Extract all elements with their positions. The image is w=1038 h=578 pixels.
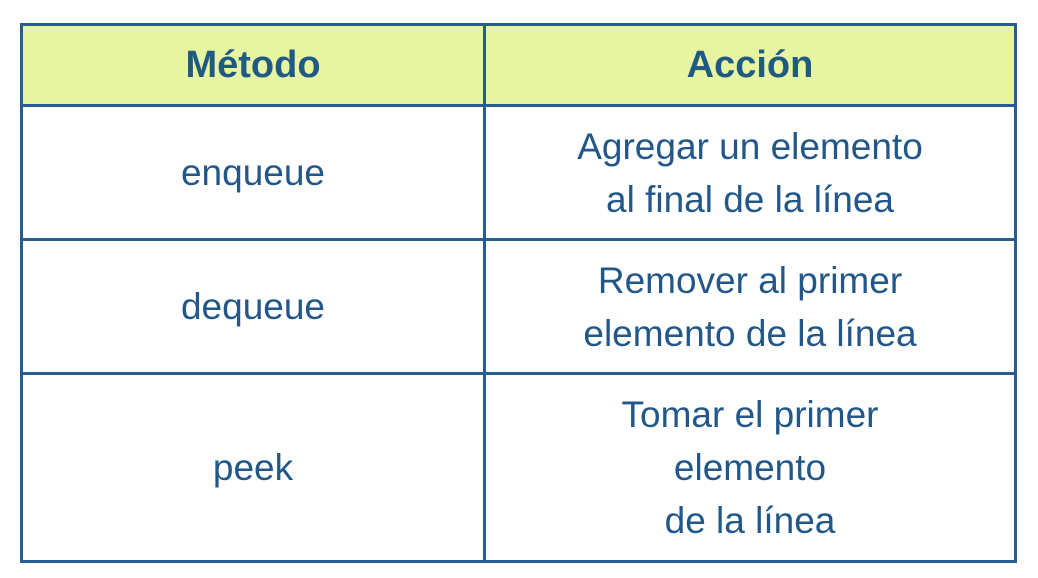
action-line: elemento xyxy=(673,447,827,488)
action-line: al final de la línea xyxy=(606,178,894,220)
method-cell: enqueue xyxy=(22,106,485,240)
header-row xyxy=(22,25,1016,106)
action-line: elemento de la línea xyxy=(583,312,917,354)
action-cell xyxy=(485,106,1016,240)
header-action: Acción xyxy=(485,25,1016,106)
table-row xyxy=(22,240,1016,374)
action-line: Remover al primer xyxy=(597,259,903,301)
method-cell: dequeue xyxy=(22,240,485,374)
action-line: de la línea xyxy=(664,500,836,541)
header-method: Método xyxy=(22,25,485,106)
table-row xyxy=(22,374,1016,562)
method-cell: peek xyxy=(22,374,485,562)
action-cell xyxy=(485,374,1016,562)
action-line: Tomar el primer xyxy=(621,394,879,435)
methods-table xyxy=(20,23,1017,563)
action-cell xyxy=(485,240,1016,374)
action-line: Agregar un elemento xyxy=(577,125,923,167)
table-row xyxy=(22,106,1016,240)
